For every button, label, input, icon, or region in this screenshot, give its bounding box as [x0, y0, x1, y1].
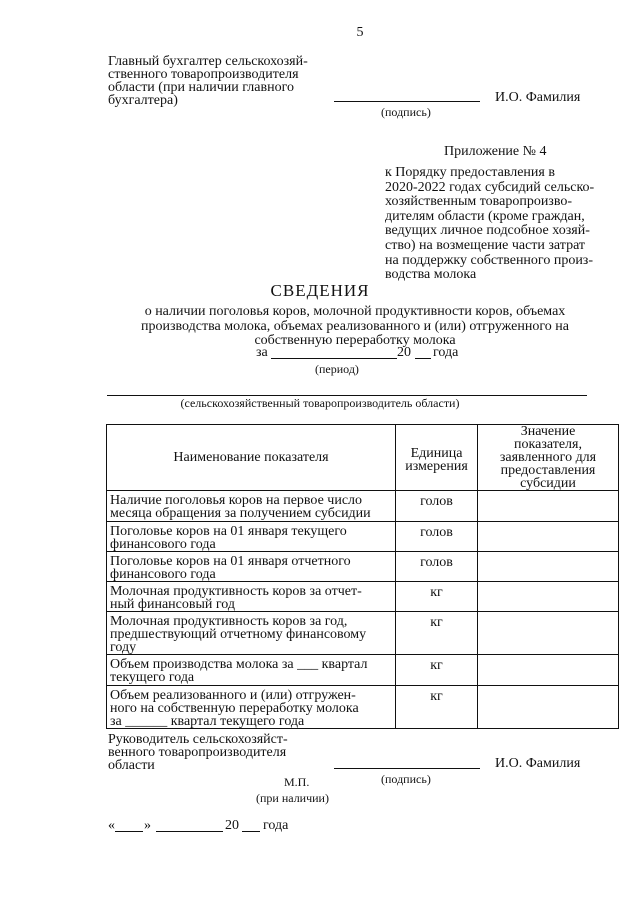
row-unit: кг	[396, 582, 478, 612]
header-indicator-name: Наименование показателя	[107, 425, 396, 491]
head-title-line: венного товаропроизводителя	[108, 745, 287, 760]
table-row	[107, 491, 619, 522]
row-value-cell[interactable]	[478, 552, 619, 582]
row-unit: кг	[396, 655, 478, 686]
row-name-line: месяца обращения за получением субсидии	[110, 506, 371, 521]
chief-accountant-line: области (при наличии главного	[108, 80, 295, 95]
head-signature-line[interactable]	[334, 768, 480, 769]
row-value-cell[interactable]	[478, 522, 619, 552]
table-row	[107, 522, 619, 552]
row-unit: кг	[396, 686, 478, 729]
row-unit: кг	[396, 612, 478, 655]
appendix-line: к Порядку предоставления в	[385, 165, 555, 180]
table-row	[107, 612, 619, 655]
row-name-line: финансового года	[110, 537, 216, 552]
appendix-line: ство) на возмещение части затрат	[385, 237, 586, 253]
appendix-line: водства молока	[385, 267, 477, 283]
row-name-line: Молочная продуктивность коров за отчет-	[110, 584, 362, 599]
row-name-line: Поголовье коров на 01 января текущего	[110, 524, 347, 539]
period-label: за	[256, 345, 268, 360]
appendix-text	[385, 166, 615, 283]
appendix-line: на поддержку собственного произ-	[385, 252, 593, 268]
document-subtitle	[110, 305, 600, 349]
chief-accountant-line: ственного товаропроизводителя	[108, 67, 299, 82]
header-value-line: субсидии	[520, 476, 576, 491]
appendix-line: дителям области (кроме граждан,	[385, 208, 585, 224]
row-name-line: Объем производства молока за ___ квартал	[110, 657, 368, 672]
date-century: 20	[225, 818, 239, 833]
period-input-line[interactable]	[271, 358, 397, 359]
head-signature-hint: (подпись)	[381, 772, 431, 786]
period-year-line[interactable]	[415, 358, 431, 359]
head-name: И.О. Фамилия	[495, 756, 581, 771]
period-century: 20	[397, 345, 411, 360]
chief-accountant-signature-hint: (подпись)	[381, 105, 431, 119]
table-row	[107, 582, 619, 612]
table-row	[107, 686, 619, 729]
row-indicator-name	[107, 612, 396, 655]
date-year-word: года	[263, 818, 289, 833]
appendix-line: ведущих личное подсобное хозяй-	[385, 223, 590, 239]
row-indicator-name	[107, 655, 396, 686]
period-year-word: года	[433, 345, 459, 360]
subtitle-line: о наличии поголовья коров, молочной продуктивности коров, объемах	[144, 304, 566, 319]
date-month-line[interactable]	[156, 831, 223, 832]
row-unit: голов	[396, 491, 478, 522]
row-value-cell[interactable]	[478, 612, 619, 655]
table-row	[107, 552, 619, 582]
row-name-line: текущего года	[110, 670, 195, 685]
stamp-label: М.П.	[284, 775, 310, 789]
row-value-cell[interactable]	[478, 491, 619, 522]
row-name-line: Молочная продуктивность коров за год,	[110, 614, 348, 629]
header-value	[478, 425, 619, 491]
row-name-line: Объем реализованного и (или) отгружен-	[110, 688, 356, 703]
row-unit: голов	[396, 552, 478, 582]
appendix-line: хозяйственным товаропроизво-	[385, 194, 573, 210]
stamp-hint: (при наличии)	[256, 791, 329, 805]
table-header-row	[107, 425, 619, 491]
row-value-cell[interactable]	[478, 582, 619, 612]
chief-accountant-line: бухгалтера)	[108, 93, 178, 108]
row-value-cell[interactable]	[478, 686, 619, 729]
head-title-line: Руководитель сельскохозяйст-	[108, 732, 288, 747]
table-row	[107, 655, 619, 686]
appendix-line: 2020-2022 годах субсидий сельско-	[385, 179, 595, 195]
row-unit: голов	[396, 522, 478, 552]
chief-accountant-title	[108, 55, 348, 107]
row-name-line: ного на собственную переработку молока	[110, 701, 359, 716]
indicators-table	[106, 424, 619, 729]
row-name-line: финансового года	[110, 567, 216, 582]
row-value-cell[interactable]	[478, 655, 619, 686]
document-title: СВЕДЕНИЯ	[270, 281, 370, 300]
date-year-line[interactable]	[242, 831, 260, 832]
page-number: 5	[356, 25, 364, 40]
producer-hint: (сельскохозяйственный товаропроизводитель области)	[180, 396, 460, 410]
row-name-line: году	[110, 640, 137, 655]
chief-accountant-line: Главный бухгалтер сельскохозяй-	[108, 54, 308, 69]
header-unit	[396, 425, 478, 491]
row-indicator-name	[107, 491, 396, 522]
subtitle-line: собственную переработку молока	[254, 333, 456, 348]
header-unit-line: измерения	[405, 458, 468, 474]
row-name-line: ный финансовый год	[110, 597, 235, 612]
period-hint: (период)	[315, 362, 359, 376]
chief-accountant-signature-line[interactable]	[334, 101, 480, 102]
header-value-line: предоставления	[500, 463, 596, 478]
header-value-line: показателя,	[514, 437, 582, 452]
row-indicator-name	[107, 552, 396, 582]
row-indicator-name	[107, 686, 396, 729]
header-value-line: заявленного для	[499, 450, 597, 465]
head-title-line: области	[108, 758, 155, 773]
appendix-title: Приложение № 4	[444, 144, 547, 159]
row-indicator-name	[107, 582, 396, 612]
subtitle-line: производства молока, объемах реализованного и (или) отгруженного на	[141, 318, 569, 334]
date-quote-open: «	[108, 818, 115, 833]
date-quote-close: »	[144, 818, 151, 833]
date-day-line[interactable]	[115, 831, 143, 832]
header-value-line: Значение	[520, 424, 576, 439]
row-name-line: за ______ квартал текущего года	[110, 714, 305, 729]
row-name-line: Поголовье коров на 01 января отчетного	[110, 554, 351, 569]
row-indicator-name	[107, 522, 396, 552]
header-unit-line: Единица	[410, 445, 463, 461]
chief-accountant-name: И.О. Фамилия	[495, 90, 581, 105]
row-name-line: предшествующий отчетному финансовому	[110, 627, 367, 642]
head-title	[108, 733, 328, 772]
row-name-line: Наличие поголовья коров на первое число	[110, 493, 363, 508]
